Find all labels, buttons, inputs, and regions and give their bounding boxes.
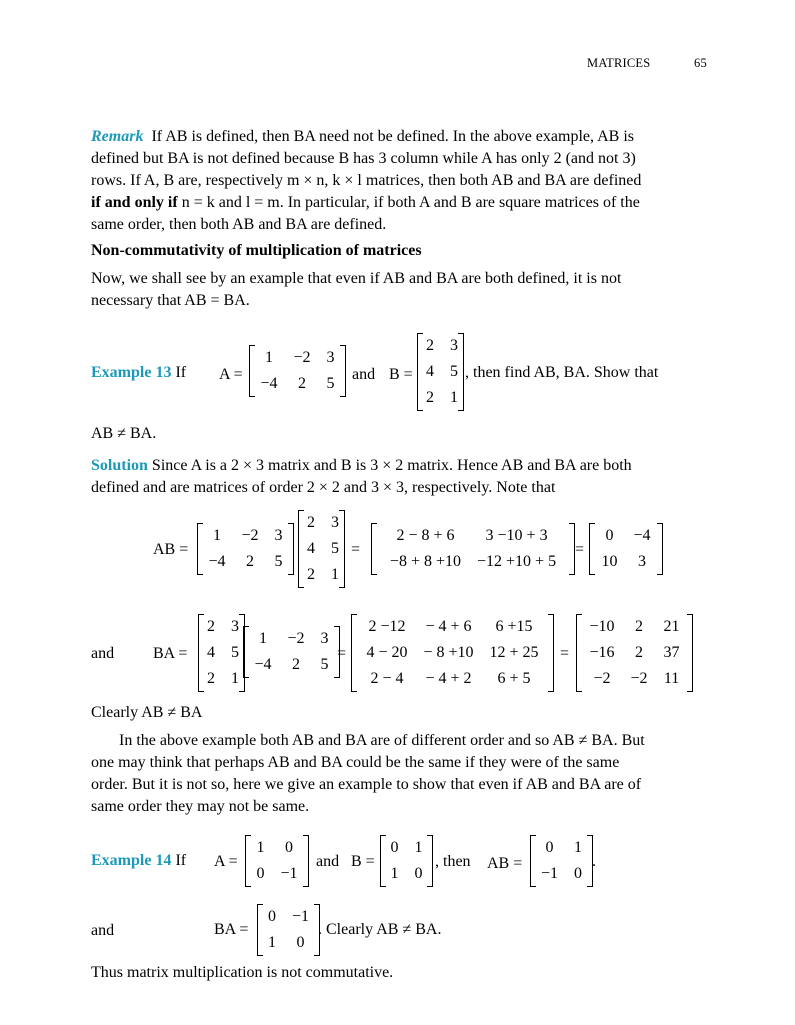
ex14-matrix-ba [257,904,320,956]
matrix-entry: 2 [292,656,301,673]
matrix-entry: −2 [593,670,611,687]
final-line: Thus matrix multiplication is not commutative. [91,964,394,981]
sol-ab-expanded-matrix [371,523,575,575]
matrix-entry: 2 [207,670,215,687]
sol-ab-matrix-a [197,523,294,575]
matrix-entry: 37 [663,644,680,661]
matrix-entry: 1 [390,865,399,882]
matrix-entry: −1 [280,865,298,882]
matrix-entry: 0 [256,865,265,882]
matrix-entry: 1 [414,839,423,856]
matrix-entry: 0 [267,908,276,925]
clearly-line: Clearly AB ≠ BA [91,704,203,721]
order-paragraph [91,730,711,818]
ex14-then: , then [435,853,471,870]
matrix-entry: 2 [635,618,644,635]
order-line-4: same order they may not be same. [91,798,310,815]
matrix-entry: 4 [207,644,215,661]
matrix-entry: 2 [307,514,315,531]
order-line-3: order. But it is not so, here we give an example to show that even if AB and BA are of [91,776,642,793]
matrix-entry: 0 [574,865,583,882]
matrix-entry: −4 [208,553,226,570]
matrix-entry: 3 [331,514,339,531]
matrix-entry: 1 [574,839,583,856]
ex14-and: and [316,853,340,870]
matrix-entry: 1 [450,389,458,406]
example-14-label: Example 14 [91,852,172,869]
matrix-entry: 2 [426,337,434,354]
matrix-entry: 5 [320,656,329,673]
matrix-entry: 3 [450,337,458,354]
matrix-entry: 5 [450,363,458,380]
matrix-entry: 2 [207,618,215,635]
matrix-entry: 4 [307,540,315,557]
matrix-entry: 0 [285,839,293,856]
ex14-period: . [592,853,596,870]
ex14-clearly: . Clearly AB ≠ BA. [318,921,442,938]
matrix-entry: 5 [326,375,335,392]
matrix-entry: 21 [663,618,680,635]
remark-line-4: n = k and l = m. In particular, if both A and B are square matrices of the [177,194,640,211]
section-heading: Non-commutativity of multiplication of matrices [91,242,422,259]
matrix-entry: − 4 + 2 [425,670,472,687]
remark-line-5: same order, then both AB and BA are defined. [91,216,387,233]
matrix-entry: 0 [545,839,554,856]
matrix-entry: 2 [298,375,307,392]
ex14-ab-equals: AB = [487,855,523,872]
matrix-entry: 1 [231,670,239,687]
matrix-entry: 1 [258,630,267,647]
solution-paragraph [91,455,711,499]
matrix-entry: −4 [254,656,272,673]
ex13-and: and [352,366,376,383]
matrix-entry: 10 [601,553,618,570]
matrix-entry: −2 [630,670,648,687]
matrix-entry: −4 [260,375,278,392]
matrix-entry: 11 [663,670,680,687]
example-14-if: If [175,852,187,869]
sol-ab-matrix-b [298,510,345,588]
noncomm-line-2: necessary that AB = BA. [91,292,250,309]
matrix-entry: 2 [635,644,644,661]
matrix-entry: 3 [274,527,283,544]
matrix-entry: 6 + 5 [497,670,531,687]
matrix-entry: 2 − 8 + 6 [396,527,455,544]
matrix-entry: 0 [414,865,423,882]
matrix-entry: −1 [291,908,310,925]
matrix-entry: 0 [390,839,399,856]
matrix-entry: 2 −12 [368,618,406,635]
matrix-entry: 5 [331,540,339,557]
ba-and: and [91,645,115,662]
matrix-entry: 2 − 4 [370,670,404,687]
solution-label: Solution [91,457,148,474]
sol-ba-matrix-a [243,626,340,678]
ab-equals: AB = [153,541,189,558]
sol-ba-matrix-b [198,614,245,692]
remark-iff: if and only if [91,194,178,211]
matrix-entry: 0 [605,527,614,544]
matrix-entry: −2 [293,349,311,366]
ba-eq-sign: = [337,645,347,662]
matrix-entry: 1 [331,566,339,583]
matrix-entry: 2 [246,553,255,570]
matrix-entry: −1 [540,865,559,882]
matrix-entry: 3 [320,630,329,647]
matrix-entry: 1 [264,349,273,366]
matrix-entry: 3 [326,349,335,366]
ex14-b-equals: B = [351,853,375,870]
ab-eq-sign: = [351,541,361,558]
solution-line-2: defined and are matrices of order 2 × 2 and 3 × 3, respectively. Note that [91,479,556,496]
ex13-a-equals: A = [219,366,243,383]
matrix-entry: 1 [267,934,276,951]
ex13-tail: , then find AB, BA. Show that [465,364,659,381]
matrix-entry: −4 [633,527,651,544]
matrix-entry: 2 [426,389,434,406]
matrix-entry: 4 [426,363,434,380]
ex14-matrix-a [245,835,309,887]
ex14-matrix-b [380,835,433,887]
ex13-conclusion: AB ≠ BA. [91,425,157,442]
matrix-entry: 5 [231,644,239,661]
matrix-entry: 1 [256,839,265,856]
remark-line-3: rows. If A, B are, respectively m × n, k × l matrices, then both AB and BA are defined [91,172,642,189]
matrix-entry: − 4 + 6 [425,618,472,635]
matrix-entry: 12 + 25 [489,644,539,661]
remark-label: Remark [91,128,144,145]
ex14-a-equals: A = [214,853,238,870]
page-number: 65 [694,56,707,70]
order-line-1: In the above example both AB and BA are of different order and so AB ≠ BA. But [119,732,645,749]
matrix-entry: −12 +10 + 5 [477,553,557,570]
matrix-entry: 3 [231,618,239,635]
ex14-and-2: and [91,922,115,939]
matrix-entry: −10 [589,618,615,635]
remark-paragraph [91,126,711,236]
matrix-entry: 1 [212,527,221,544]
matrix-entry: 0 [296,934,305,951]
matrix-entry: − 8 +10 [423,644,474,661]
remark-line-2: defined but BA is not defined because B has 3 column while A has only 2 (and not 3) [91,150,636,167]
sol-ba-result-matrix [576,614,693,692]
matrix-entry: 6 +15 [495,618,533,635]
ex14-ba-equals: BA = [214,921,249,938]
ba-eq-sign-2: = [560,645,570,662]
ex13-matrix-a [249,345,346,397]
matrix-entry: 2 [307,566,315,583]
ab-eq-sign-2: = [575,541,585,558]
example-13-if: If [175,364,187,381]
matrix-entry: 4 − 20 [366,644,408,661]
matrix-entry: −16 [589,644,615,661]
ba-equals: BA = [153,645,188,662]
matrix-entry: 3 [638,553,646,570]
example-13-label: Example 13 [91,364,172,381]
ex13-matrix-b [417,333,464,411]
noncomm-line-1: Now, we shall see by an example that even if AB and BA are both defined, it is not [91,270,622,287]
running-header-title: MATRICES [587,56,651,70]
matrix-entry: −2 [287,630,305,647]
remark-line-1: If AB is defined, then BA need not be defined. In the above example, AB is [151,128,635,145]
matrix-entry: −2 [241,527,259,544]
sol-ab-result-matrix [589,523,663,575]
noncomm-paragraph [91,268,711,312]
ex14-matrix-ab [530,835,593,887]
matrix-entry: −8 + 8 +10 [389,553,461,570]
ex13-b-equals: B = [389,366,413,383]
solution-line-1: Since A is a 2 × 3 matrix and B is 3 × 2 matrix. Hence AB and BA are both [151,457,632,474]
order-line-2: one may think that perhaps AB and BA could be the same if they were of the same [91,754,620,771]
matrix-entry: 5 [274,553,283,570]
sol-ba-expanded-matrix [351,614,554,692]
matrix-entry: 3 −10 + 3 [485,527,548,544]
